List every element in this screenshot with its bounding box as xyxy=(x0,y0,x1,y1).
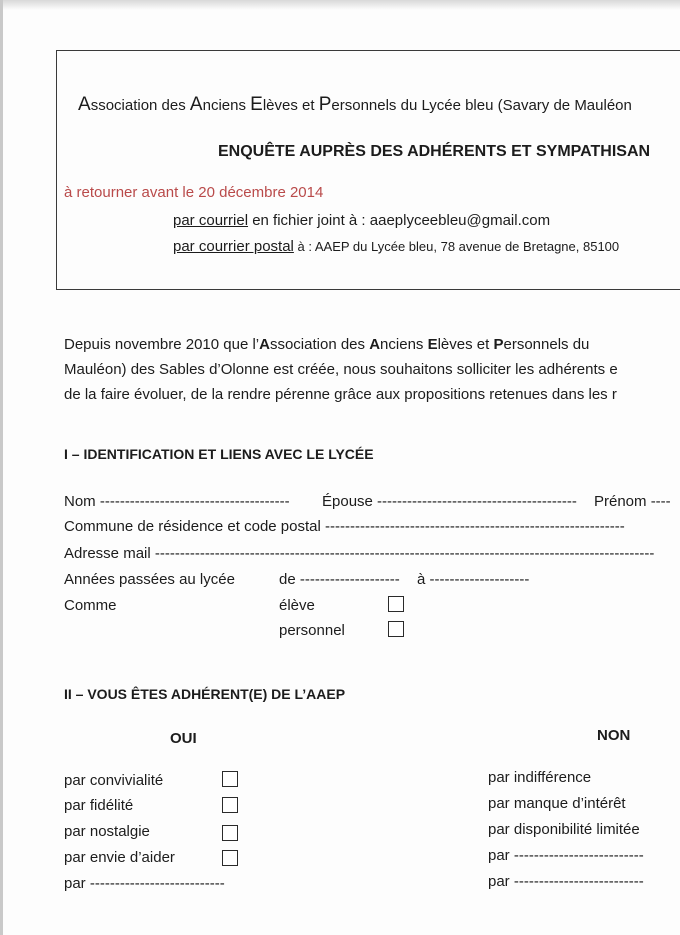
eleve-checkbox[interactable] xyxy=(388,596,404,612)
personnel-checkbox[interactable] xyxy=(388,621,404,637)
oui-item-fidelite: par fidélité xyxy=(64,797,134,814)
non-item-disponibilite: par disponibilité limitée xyxy=(488,821,640,838)
oui-fidelite-checkbox[interactable] xyxy=(222,797,238,813)
section-1-title: I – IDENTIFICATION ET LIENS AVEC LE LYCÉE xyxy=(64,446,374,462)
section-2-title: II – VOUS ÊTES ADHÉRENT(E) DE L’AAEP xyxy=(64,686,346,702)
oui-heading: OUI xyxy=(170,730,197,747)
field-prenom[interactable]: Prénom ---- xyxy=(594,493,671,510)
field-years-to[interactable]: à -------------------- xyxy=(417,571,530,588)
field-nom[interactable]: Nom -------------------------------------- xyxy=(64,493,290,510)
intro-line-2: Mauléon) des Sables d’Olonne est créée, nous souhaitons solliciter les adhérents e xyxy=(64,361,618,378)
field-mail[interactable]: Adresse mail ---------------------------------------------------------------------------------------------------- xyxy=(64,545,655,562)
years-label: Années passées au lycée xyxy=(64,571,235,588)
oui-aider-checkbox[interactable] xyxy=(222,850,238,866)
comme-label: Comme xyxy=(64,597,117,614)
intro-line-1: Depuis novembre 2010 que l’Association des Anciens Elèves et Personnels du xyxy=(64,336,590,353)
intro-line-3: de la faire évoluer, de la rendre pérenne grâce aux propositions retenues dans les r xyxy=(64,386,617,403)
postal-label: par courrier postal xyxy=(173,238,294,255)
field-commune[interactable]: Commune de résidence et code postal ------------------------------------------------------------ xyxy=(64,518,625,535)
non-heading: NON xyxy=(597,727,631,744)
oui-item-nostalgie: par nostalgie xyxy=(64,823,150,840)
oui-convivialite-checkbox[interactable] xyxy=(222,771,238,787)
oui-item-convivialite: par convivialité xyxy=(64,772,164,789)
postal-line: par courrier postal à : AAEP du Lycée bleu, 78 avenue de Bretagne, 85100 xyxy=(173,238,620,255)
eleve-label: élève xyxy=(279,597,315,614)
survey-title: ENQUÊTE AUPRÈS DES ADHÉRENTS ET SYMPATHISAN xyxy=(218,143,651,160)
oui-item-other[interactable]: par --------------------------- xyxy=(64,875,225,892)
scan-edge-left xyxy=(0,0,3,935)
field-years-from[interactable]: de -------------------- xyxy=(279,571,400,588)
personnel-label: personnel xyxy=(279,622,345,639)
non-item-interet: par manque d’intérêt xyxy=(488,795,626,812)
oui-nostalgie-checkbox[interactable] xyxy=(222,825,238,841)
field-epouse[interactable]: Épouse ---------------------------------------- xyxy=(322,493,577,510)
deadline: à retourner avant le 20 décembre 2014 xyxy=(64,184,324,201)
scan-edge-top xyxy=(0,0,680,10)
non-item-other-2[interactable]: par -------------------------- xyxy=(488,873,644,890)
non-item-indifference: par indifférence xyxy=(488,769,592,786)
non-item-other-1[interactable]: par -------------------------- xyxy=(488,847,644,864)
oui-item-aider: par envie d’aider xyxy=(64,849,175,866)
email-line: par courriel en fichier joint à : aaeplyceebleu@gmail.com xyxy=(173,212,551,229)
association-name: Association des Anciens Elèves et Personnels du Lycée bleu (Savary de Mauléon xyxy=(78,94,632,115)
email-label: par courriel xyxy=(173,212,249,229)
